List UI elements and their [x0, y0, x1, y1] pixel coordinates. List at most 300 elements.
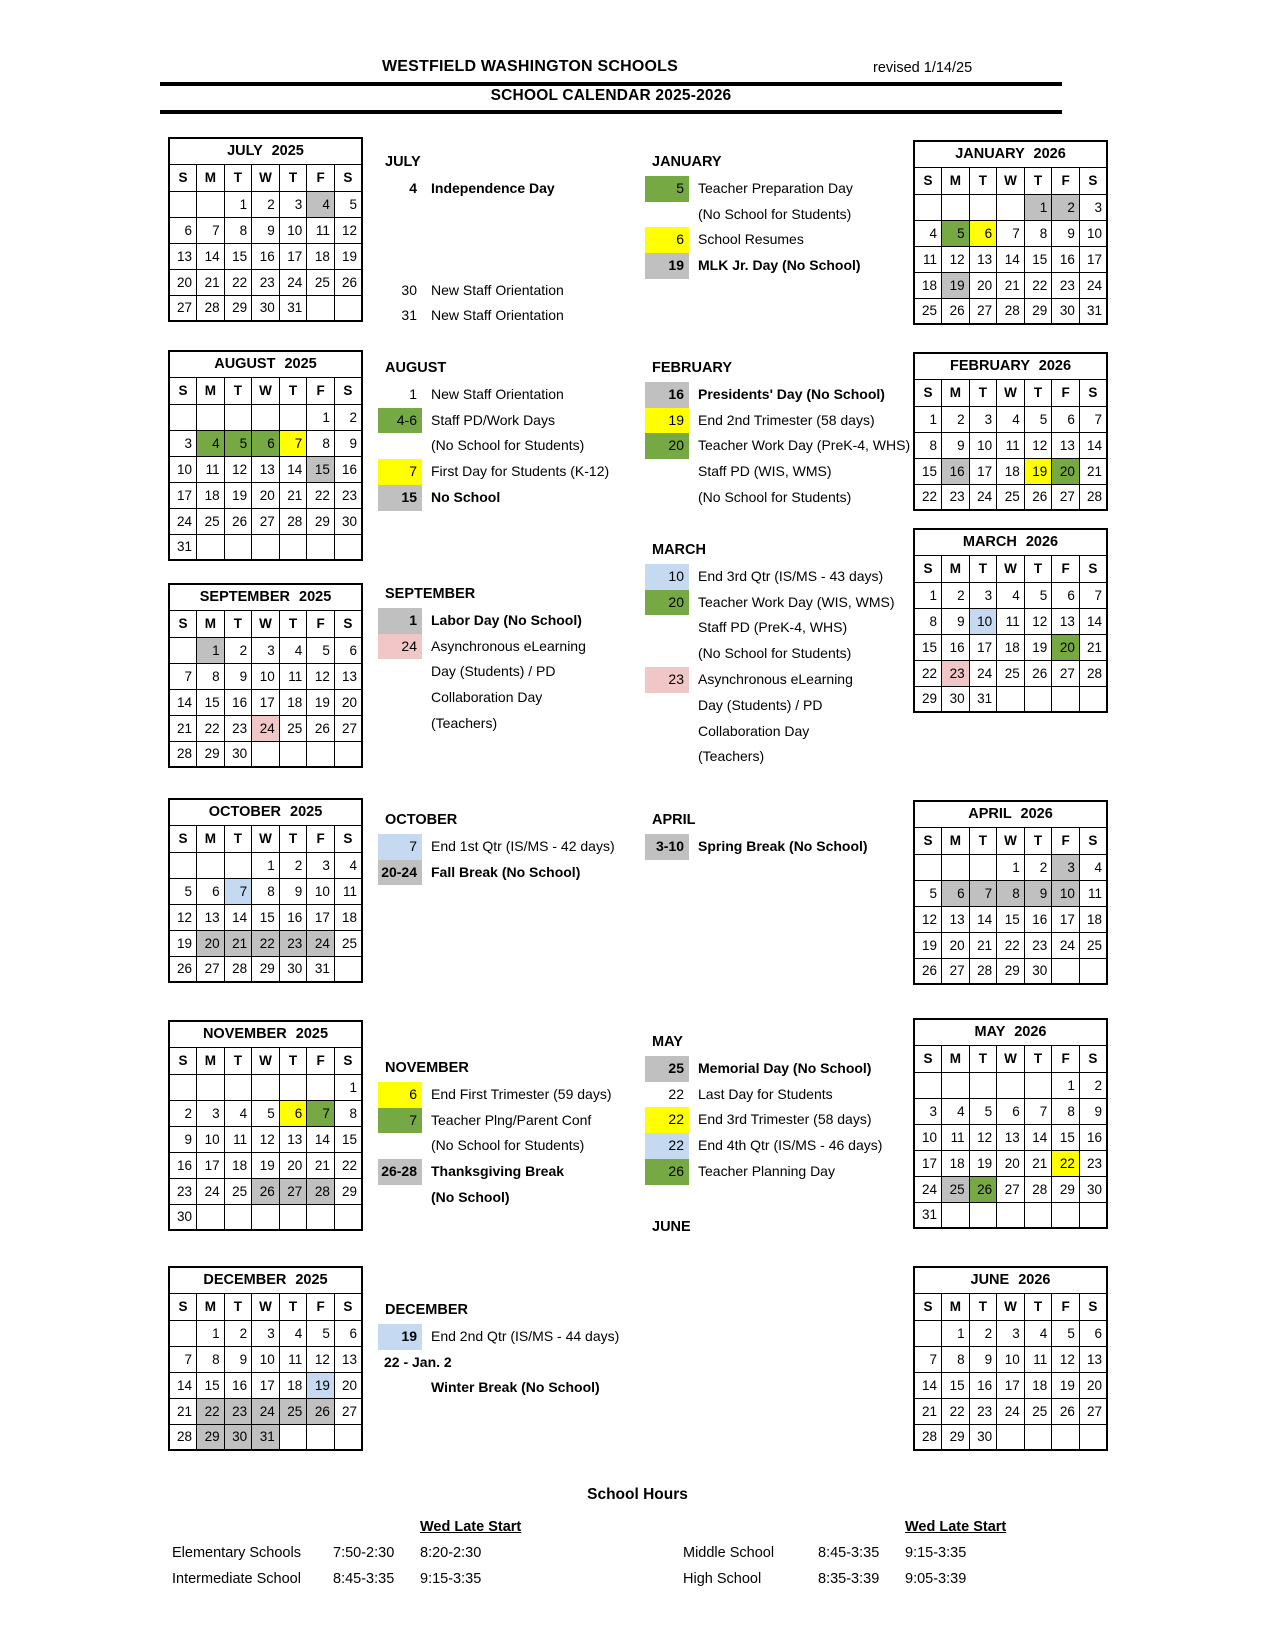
- calendar-week-row: [914, 1346, 1107, 1372]
- day-cell: [252, 534, 280, 560]
- day-of-week-header: W: [252, 1047, 280, 1074]
- day-of-week-header: T: [1024, 555, 1052, 582]
- event-text: Memorial Day (No School): [698, 1059, 872, 1076]
- day-cell: 21: [169, 715, 197, 741]
- mini-calendar-october-2025: [168, 798, 363, 983]
- day-of-week-header: T: [1024, 827, 1052, 854]
- day-cell: 23: [1079, 1150, 1107, 1176]
- day-cell: 26: [224, 508, 252, 534]
- day-cell: 16: [1024, 906, 1052, 932]
- day-cell: 25: [942, 1176, 970, 1202]
- event-date-chip: 19: [378, 1324, 422, 1350]
- day-cell: 6: [1052, 406, 1080, 432]
- day-cell: 9: [969, 1346, 997, 1372]
- day-cell: 19: [169, 930, 197, 956]
- day-cell: 23: [969, 1398, 997, 1424]
- day-cell: 13: [1052, 432, 1080, 458]
- day-of-week-header: S: [1079, 379, 1107, 406]
- day-of-week-header: T: [969, 827, 997, 854]
- event-text: End 4th Qtr (IS/MS - 46 days): [698, 1137, 883, 1154]
- day-cell: 16: [1079, 1124, 1107, 1150]
- day-cell: 12: [914, 906, 942, 932]
- calendar-week-row: [169, 295, 362, 321]
- day-cell: 24: [197, 1178, 225, 1204]
- day-cell: 24: [1079, 272, 1107, 298]
- calendar-week-row: [169, 956, 362, 982]
- event-text-continuation: (No School): [431, 1188, 510, 1205]
- event-date-chip: 26: [645, 1159, 689, 1185]
- day-of-week-header: F: [1052, 379, 1080, 406]
- day-cell: 16: [969, 1372, 997, 1398]
- event-row: [645, 1082, 882, 1108]
- day-of-week-row: [169, 610, 362, 637]
- day-of-week-header: W: [997, 167, 1025, 194]
- day-cell: 18: [914, 272, 942, 298]
- day-cell: 11: [942, 1124, 970, 1150]
- school-hours-right-block: [683, 1514, 1006, 1592]
- calendar-week-row: [169, 1346, 362, 1372]
- calendar-title-row: [914, 529, 1107, 555]
- day-cell: 10: [252, 663, 280, 689]
- day-of-week-row: [169, 377, 362, 404]
- day-cell: 17: [997, 1372, 1025, 1398]
- mini-calendar-june-2026: [913, 1266, 1108, 1451]
- calendar-week-row: [169, 1100, 362, 1126]
- event-text: End 3rd Qtr (IS/MS - 43 days): [698, 567, 884, 584]
- calendar-title-row: [169, 1021, 362, 1047]
- day-of-week-header: W: [997, 379, 1025, 406]
- day-cell: 2: [942, 406, 970, 432]
- day-cell: [1052, 1424, 1080, 1450]
- calendar-week-row: [169, 243, 362, 269]
- day-cell: 12: [334, 217, 362, 243]
- day-cell: [997, 1202, 1025, 1228]
- day-cell: 5: [969, 1098, 997, 1124]
- event-row: [378, 634, 586, 660]
- day-of-week-header: W: [252, 610, 280, 637]
- calendar-title-row: [914, 141, 1107, 167]
- calendar-week-row: [169, 534, 362, 560]
- day-cell: 25: [279, 715, 307, 741]
- day-cell: 5: [334, 191, 362, 217]
- calendar-week-row: [914, 220, 1107, 246]
- calendar-week-row: [169, 741, 362, 767]
- day-cell: [279, 534, 307, 560]
- event-text: Teacher Preparation Day: [698, 179, 853, 196]
- day-cell: 22: [1052, 1150, 1080, 1176]
- calendar-week-row: [914, 686, 1107, 712]
- calendar-week-row: [169, 269, 362, 295]
- event-text: Staff PD/Work Days: [431, 411, 555, 428]
- day-of-week-header: T: [279, 825, 307, 852]
- day-cell: 13: [942, 906, 970, 932]
- calendar-week-row: [169, 637, 362, 663]
- day-cell: [224, 1204, 252, 1230]
- day-cell: [224, 534, 252, 560]
- calendar-week-row: [169, 456, 362, 482]
- day-cell: 20: [169, 269, 197, 295]
- day-cell: 8: [997, 880, 1025, 906]
- day-cell: 3: [307, 852, 335, 878]
- day-of-week-header: S: [914, 1293, 942, 1320]
- day-cell: 25: [197, 508, 225, 534]
- calendar-week-row: [169, 191, 362, 217]
- day-of-week-header: W: [997, 555, 1025, 582]
- event-date-chip: 31: [401, 307, 417, 324]
- day-cell: 13: [169, 243, 197, 269]
- day-cell: 28: [169, 1424, 197, 1450]
- day-cell: 11: [997, 608, 1025, 634]
- day-cell: 7: [169, 1346, 197, 1372]
- day-cell: 17: [914, 1150, 942, 1176]
- calendar-week-row: [914, 880, 1107, 906]
- day-cell: 22: [914, 484, 942, 510]
- day-cell: 22: [252, 930, 280, 956]
- day-cell: 10: [969, 608, 997, 634]
- day-cell: 28: [1079, 484, 1107, 510]
- day-cell: 19: [307, 689, 335, 715]
- day-of-week-header: T: [224, 377, 252, 404]
- day-cell: [942, 194, 970, 220]
- event-date-chip: 7: [378, 834, 422, 860]
- event-date-chip: 7: [378, 1108, 422, 1134]
- day-cell: [279, 741, 307, 767]
- day-of-week-header: S: [334, 825, 362, 852]
- day-of-week-header: T: [1024, 167, 1052, 194]
- day-cell: 21: [224, 930, 252, 956]
- day-cell: 7: [997, 220, 1025, 246]
- day-cell: 1: [1052, 1072, 1080, 1098]
- day-cell: 2: [1024, 854, 1052, 880]
- page-title: SCHOOL CALENDAR 2025-2026: [490, 87, 732, 104]
- day-cell: 12: [252, 1126, 280, 1152]
- day-of-week-header: F: [1052, 167, 1080, 194]
- event-date-chip: 6: [378, 1082, 422, 1108]
- calendar-week-row: [914, 1072, 1107, 1098]
- event-text: End 2nd Trimester (58 days): [698, 411, 875, 428]
- day-cell: 22: [1024, 272, 1052, 298]
- calendar-title-row: [914, 1267, 1107, 1293]
- day-of-week-header: T: [1024, 1045, 1052, 1072]
- event-date-chip: 6: [645, 227, 689, 253]
- event-row: [645, 176, 861, 202]
- day-cell: 27: [334, 1398, 362, 1424]
- day-cell: [252, 1204, 280, 1230]
- calendar-title: OCTOBER 2025: [169, 799, 362, 825]
- calendar-week-row: [914, 932, 1107, 958]
- day-cell: 20: [1079, 1372, 1107, 1398]
- event-month-label: JANUARY: [652, 154, 722, 170]
- day-cell: 22: [197, 715, 225, 741]
- day-cell: 1: [914, 406, 942, 432]
- day-cell: 13: [997, 1124, 1025, 1150]
- day-cell: 6: [334, 637, 362, 663]
- day-cell: 25: [1024, 1398, 1052, 1424]
- day-cell: 5: [224, 430, 252, 456]
- day-of-week-header: M: [197, 825, 225, 852]
- event-row: [378, 1082, 612, 1108]
- event-row: [645, 227, 861, 253]
- day-cell: 15: [942, 1372, 970, 1398]
- day-cell: 21: [169, 1398, 197, 1424]
- day-of-week-header: M: [942, 167, 970, 194]
- day-cell: 3: [914, 1098, 942, 1124]
- day-of-week-row: [169, 164, 362, 191]
- day-of-week-header: S: [169, 610, 197, 637]
- calendar-week-row: [169, 904, 362, 930]
- day-cell: 7: [1079, 406, 1107, 432]
- day-cell: 22: [942, 1398, 970, 1424]
- day-cell: 4: [197, 430, 225, 456]
- day-cell: 7: [969, 880, 997, 906]
- event-row: [645, 382, 910, 408]
- event-text: Independence Day: [431, 179, 555, 196]
- event-date-chip: 15: [378, 485, 422, 511]
- calendar-title-row: [169, 584, 362, 610]
- day-cell: 28: [169, 741, 197, 767]
- calendar-week-row: [914, 582, 1107, 608]
- day-cell: [942, 854, 970, 880]
- event-row: [645, 564, 895, 590]
- day-cell: [914, 194, 942, 220]
- day-cell: 17: [969, 634, 997, 660]
- day-cell: 5: [1024, 406, 1052, 432]
- event-date-chip: 4-6: [378, 408, 422, 434]
- calendar-title: MARCH 2026: [914, 529, 1107, 555]
- day-cell: [279, 404, 307, 430]
- event-row: [645, 834, 868, 860]
- day-cell: 23: [942, 484, 970, 510]
- day-cell: 27: [997, 1176, 1025, 1202]
- day-cell: 10: [279, 217, 307, 243]
- day-cell: 9: [1079, 1098, 1107, 1124]
- day-cell: [197, 404, 225, 430]
- day-of-week-row: [914, 379, 1107, 406]
- day-cell: 1: [942, 1320, 970, 1346]
- day-cell: 7: [307, 1100, 335, 1126]
- day-cell: 29: [307, 508, 335, 534]
- day-cell: 19: [942, 272, 970, 298]
- event-month-label: AUGUST: [385, 360, 447, 376]
- calendar-week-row: [914, 958, 1107, 984]
- day-cell: 26: [334, 269, 362, 295]
- day-cell: 24: [169, 508, 197, 534]
- mini-calendar-november-2025: [168, 1020, 363, 1231]
- day-cell: [1079, 686, 1107, 712]
- day-cell: 14: [169, 1372, 197, 1398]
- day-of-week-header: M: [197, 377, 225, 404]
- event-date-chip: 5: [645, 176, 689, 202]
- day-cell: [1079, 958, 1107, 984]
- day-cell: 10: [252, 1346, 280, 1372]
- event-row: [645, 1107, 882, 1133]
- day-of-week-header: T: [224, 825, 252, 852]
- day-cell: 1: [197, 1320, 225, 1346]
- event-group-may: [645, 1030, 882, 1185]
- day-cell: 5: [307, 1320, 335, 1346]
- event-date-chip: 22: [645, 1107, 689, 1133]
- calendar-week-row: [914, 608, 1107, 634]
- day-cell: 19: [969, 1150, 997, 1176]
- day-cell: [334, 1204, 362, 1230]
- day-of-week-header: T: [969, 167, 997, 194]
- day-cell: 23: [252, 269, 280, 295]
- day-cell: 23: [169, 1178, 197, 1204]
- day-cell: 16: [334, 456, 362, 482]
- mini-calendar-february-2026: [913, 352, 1108, 511]
- event-date-chip: 24: [378, 634, 422, 660]
- day-of-week-row: [914, 1293, 1107, 1320]
- day-cell: [914, 1320, 942, 1346]
- day-cell: 25: [1079, 932, 1107, 958]
- day-cell: 30: [334, 508, 362, 534]
- day-of-week-row: [169, 825, 362, 852]
- calendar-title: SEPTEMBER 2025: [169, 584, 362, 610]
- day-cell: 16: [279, 904, 307, 930]
- day-cell: 26: [1052, 1398, 1080, 1424]
- day-cell: 29: [197, 1424, 225, 1450]
- day-of-week-header: S: [334, 1293, 362, 1320]
- day-cell: 18: [1079, 906, 1107, 932]
- day-of-week-header: S: [1079, 1045, 1107, 1072]
- day-cell: 25: [307, 269, 335, 295]
- school-late-start-value: 9:05-3:39: [905, 1571, 967, 1587]
- day-cell: 26: [307, 1398, 335, 1424]
- day-cell: [224, 404, 252, 430]
- day-of-week-header: T: [969, 379, 997, 406]
- day-cell: 2: [1079, 1072, 1107, 1098]
- event-group-june: [645, 1215, 691, 1241]
- day-of-week-row: [169, 1047, 362, 1074]
- event-date-chip: 19: [645, 253, 689, 279]
- day-cell: 9: [279, 878, 307, 904]
- event-text: Teacher Planning Day: [698, 1162, 835, 1179]
- day-cell: [197, 852, 225, 878]
- day-cell: 19: [1024, 634, 1052, 660]
- day-cell: 8: [914, 432, 942, 458]
- calendar-week-row: [169, 1152, 362, 1178]
- school-late-start-value: 9:15-3:35: [905, 1545, 967, 1561]
- day-of-week-header: T: [279, 377, 307, 404]
- calendar-week-row: [914, 660, 1107, 686]
- calendar-title: NOVEMBER 2025: [169, 1021, 362, 1047]
- day-of-week-header: S: [1079, 167, 1107, 194]
- day-cell: 17: [169, 482, 197, 508]
- day-cell: [197, 191, 225, 217]
- day-cell: 23: [942, 660, 970, 686]
- day-cell: 27: [334, 715, 362, 741]
- school-level-label: Middle School: [683, 1545, 775, 1561]
- calendar-week-row: [914, 1398, 1107, 1424]
- day-cell: 21: [1079, 458, 1107, 484]
- calendar-title-row: [169, 1267, 362, 1293]
- day-cell: 21: [197, 269, 225, 295]
- day-of-week-header: M: [197, 1047, 225, 1074]
- day-cell: 21: [997, 272, 1025, 298]
- event-text: Presidents' Day (No School): [698, 385, 885, 402]
- day-cell: 14: [1079, 432, 1107, 458]
- event-row: [645, 590, 895, 616]
- day-cell: 10: [169, 456, 197, 482]
- day-cell: 2: [279, 852, 307, 878]
- event-date-chip: 3-10: [645, 834, 689, 860]
- day-of-week-row: [914, 827, 1107, 854]
- day-cell: 22: [197, 1398, 225, 1424]
- calendar-week-row: [169, 1320, 362, 1346]
- day-cell: 13: [1052, 608, 1080, 634]
- header-divider-bottom: [160, 110, 1062, 114]
- day-cell: [197, 534, 225, 560]
- day-cell: 24: [969, 484, 997, 510]
- day-cell: 20: [1052, 634, 1080, 660]
- event-text: End 1st Qtr (IS/MS - 42 days): [431, 837, 615, 854]
- day-cell: 16: [942, 458, 970, 484]
- day-cell: 15: [307, 456, 335, 482]
- day-of-week-header: S: [1079, 1293, 1107, 1320]
- day-cell: 3: [969, 406, 997, 432]
- day-cell: 11: [334, 878, 362, 904]
- day-cell: 29: [334, 1178, 362, 1204]
- day-cell: 23: [1052, 272, 1080, 298]
- day-cell: 11: [307, 217, 335, 243]
- day-of-week-header: T: [1024, 1293, 1052, 1320]
- day-cell: 9: [224, 1346, 252, 1372]
- day-cell: [334, 741, 362, 767]
- day-cell: 5: [1052, 1320, 1080, 1346]
- day-cell: [1079, 1202, 1107, 1228]
- day-cell: 8: [942, 1346, 970, 1372]
- day-of-week-header: F: [307, 164, 335, 191]
- event-row: [378, 1108, 612, 1134]
- day-cell: 29: [942, 1424, 970, 1450]
- event-date-chip: 22: [645, 1133, 689, 1159]
- day-cell: 28: [969, 958, 997, 984]
- day-cell: 22: [997, 932, 1025, 958]
- day-cell: 4: [224, 1100, 252, 1126]
- day-cell: 29: [997, 958, 1025, 984]
- day-of-week-header: F: [307, 1047, 335, 1074]
- event-date-chip: 20: [645, 433, 689, 459]
- day-cell: [169, 852, 197, 878]
- day-cell: 23: [1024, 932, 1052, 958]
- day-cell: 2: [224, 637, 252, 663]
- day-of-week-header: S: [914, 555, 942, 582]
- day-cell: 4: [279, 1320, 307, 1346]
- day-of-week-header: T: [224, 1047, 252, 1074]
- day-cell: 28: [914, 1424, 942, 1450]
- day-cell: 26: [1024, 484, 1052, 510]
- day-cell: 2: [169, 1100, 197, 1126]
- day-cell: 15: [1052, 1124, 1080, 1150]
- day-cell: 24: [279, 269, 307, 295]
- event-date-chip: 25: [645, 1056, 689, 1082]
- mini-calendar-august-2025: [168, 350, 363, 561]
- day-of-week-header: W: [252, 377, 280, 404]
- day-cell: 11: [914, 246, 942, 272]
- day-cell: 13: [252, 456, 280, 482]
- day-cell: 11: [279, 663, 307, 689]
- event-date-chip: 10: [645, 564, 689, 590]
- event-text: Fall Break (No School): [431, 863, 581, 880]
- calendar-week-row: [169, 404, 362, 430]
- day-cell: 24: [969, 660, 997, 686]
- day-cell: 31: [969, 686, 997, 712]
- day-cell: [914, 1072, 942, 1098]
- day-cell: 6: [1052, 582, 1080, 608]
- day-of-week-row: [169, 1293, 362, 1320]
- event-text-continuation: Staff PD (PreK-4, WHS): [698, 619, 848, 636]
- day-cell: 9: [169, 1126, 197, 1152]
